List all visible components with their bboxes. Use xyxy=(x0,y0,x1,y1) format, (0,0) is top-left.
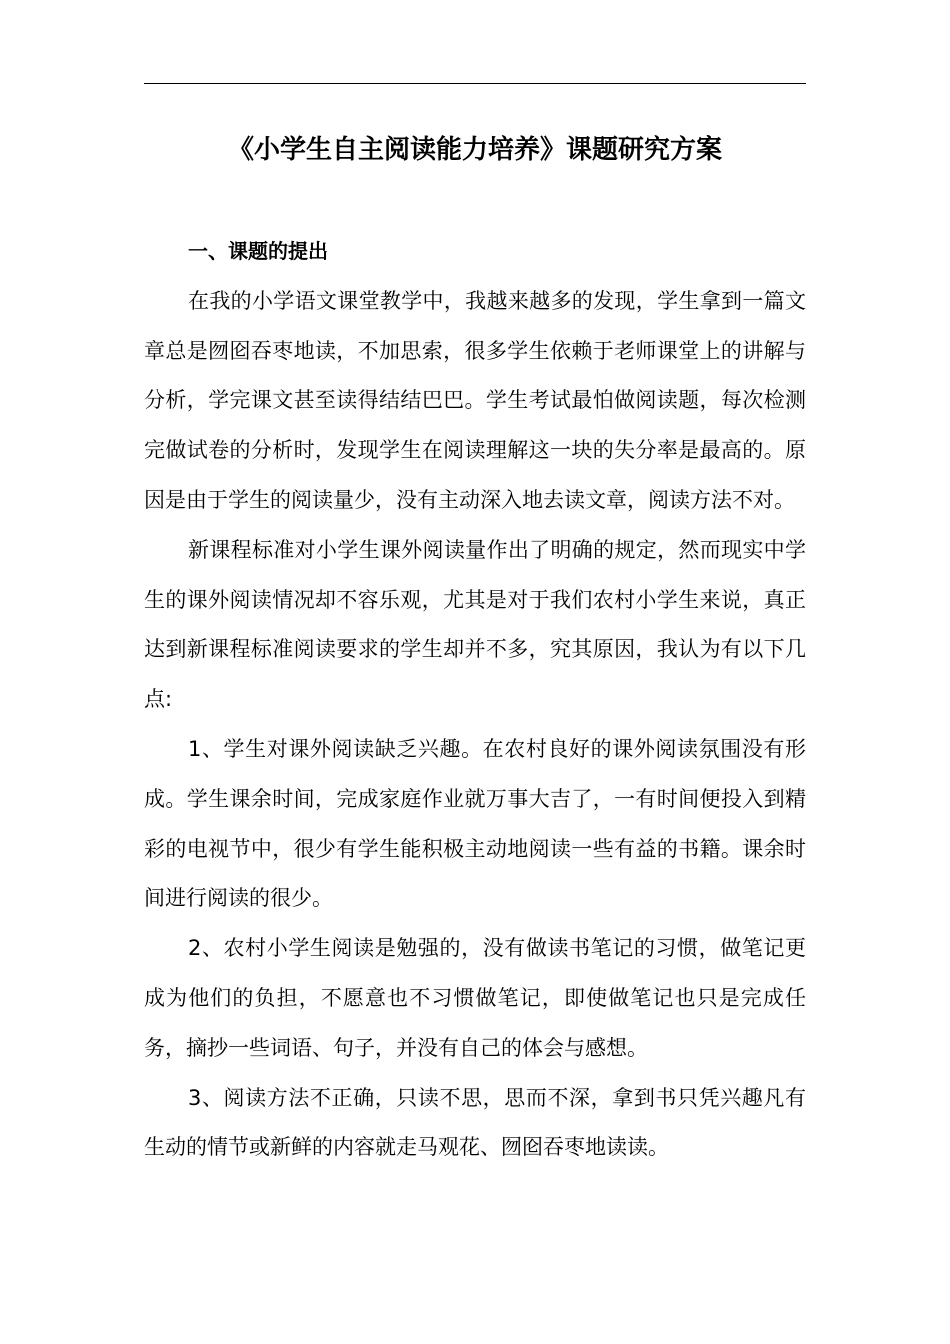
paragraph: 3、阅读方法不正确，只读不思，思而不深，拿到书只凭兴趣凡有生动的情节或新鲜的内容就走马观花、囫囵吞枣地读读。 xyxy=(144,1085,806,1160)
paragraph: 新课程标准对小学生课外阅读量作出了明确的规定，然而现实中学生的课外阅读情况却不容乐观，尤其是对于我们农村小学生来说，真正达到新课程标准阅读要求的学生却并不多，究其原因，我认为有以下几点: xyxy=(144,537,806,712)
header-rule xyxy=(144,83,806,84)
document-body xyxy=(144,227,806,1173)
paragraph: 2、农村小学生阅读是勉强的，没有做读书笔记的习惯，做笔记更成为他们的负担，不愿意也不习惯做笔记，即使做笔记也只是完成任务，摘抄一些词语、句子，并没有自己的体会与感想。 xyxy=(144,936,806,1060)
document-title: 《小学生自主阅读能力培养》课题研究方案 xyxy=(227,135,722,165)
section-heading: 一、课题的提出 xyxy=(188,239,328,263)
paragraph: 在我的小学语文课堂教学中，我越来越多的发现，学生拿到一篇文章总是囫囵吞枣地读，不加思索，很多学生依赖于老师课堂上的讲解与分析，学完课文甚至读得结结巴巴。学生考试最怕做阅读题，每次检测完做试卷的分析时，发现学生在阅读理解这一块的失分率是最高的。原因是由于学生的阅读量少，没有主动深入地去读文章，阅读方法不对。 xyxy=(144,288,806,512)
paragraph: 1、学生对课外阅读缺乏兴趣。在农村良好的课外阅读氛围没有形成。学生课余时间，完成家庭作业就万事大吉了，一有时间便投入到精彩的电视节中，很少有学生能积极主动地阅读一些有益的书籍。课余时间进行阅读的很少。 xyxy=(144,736,806,911)
